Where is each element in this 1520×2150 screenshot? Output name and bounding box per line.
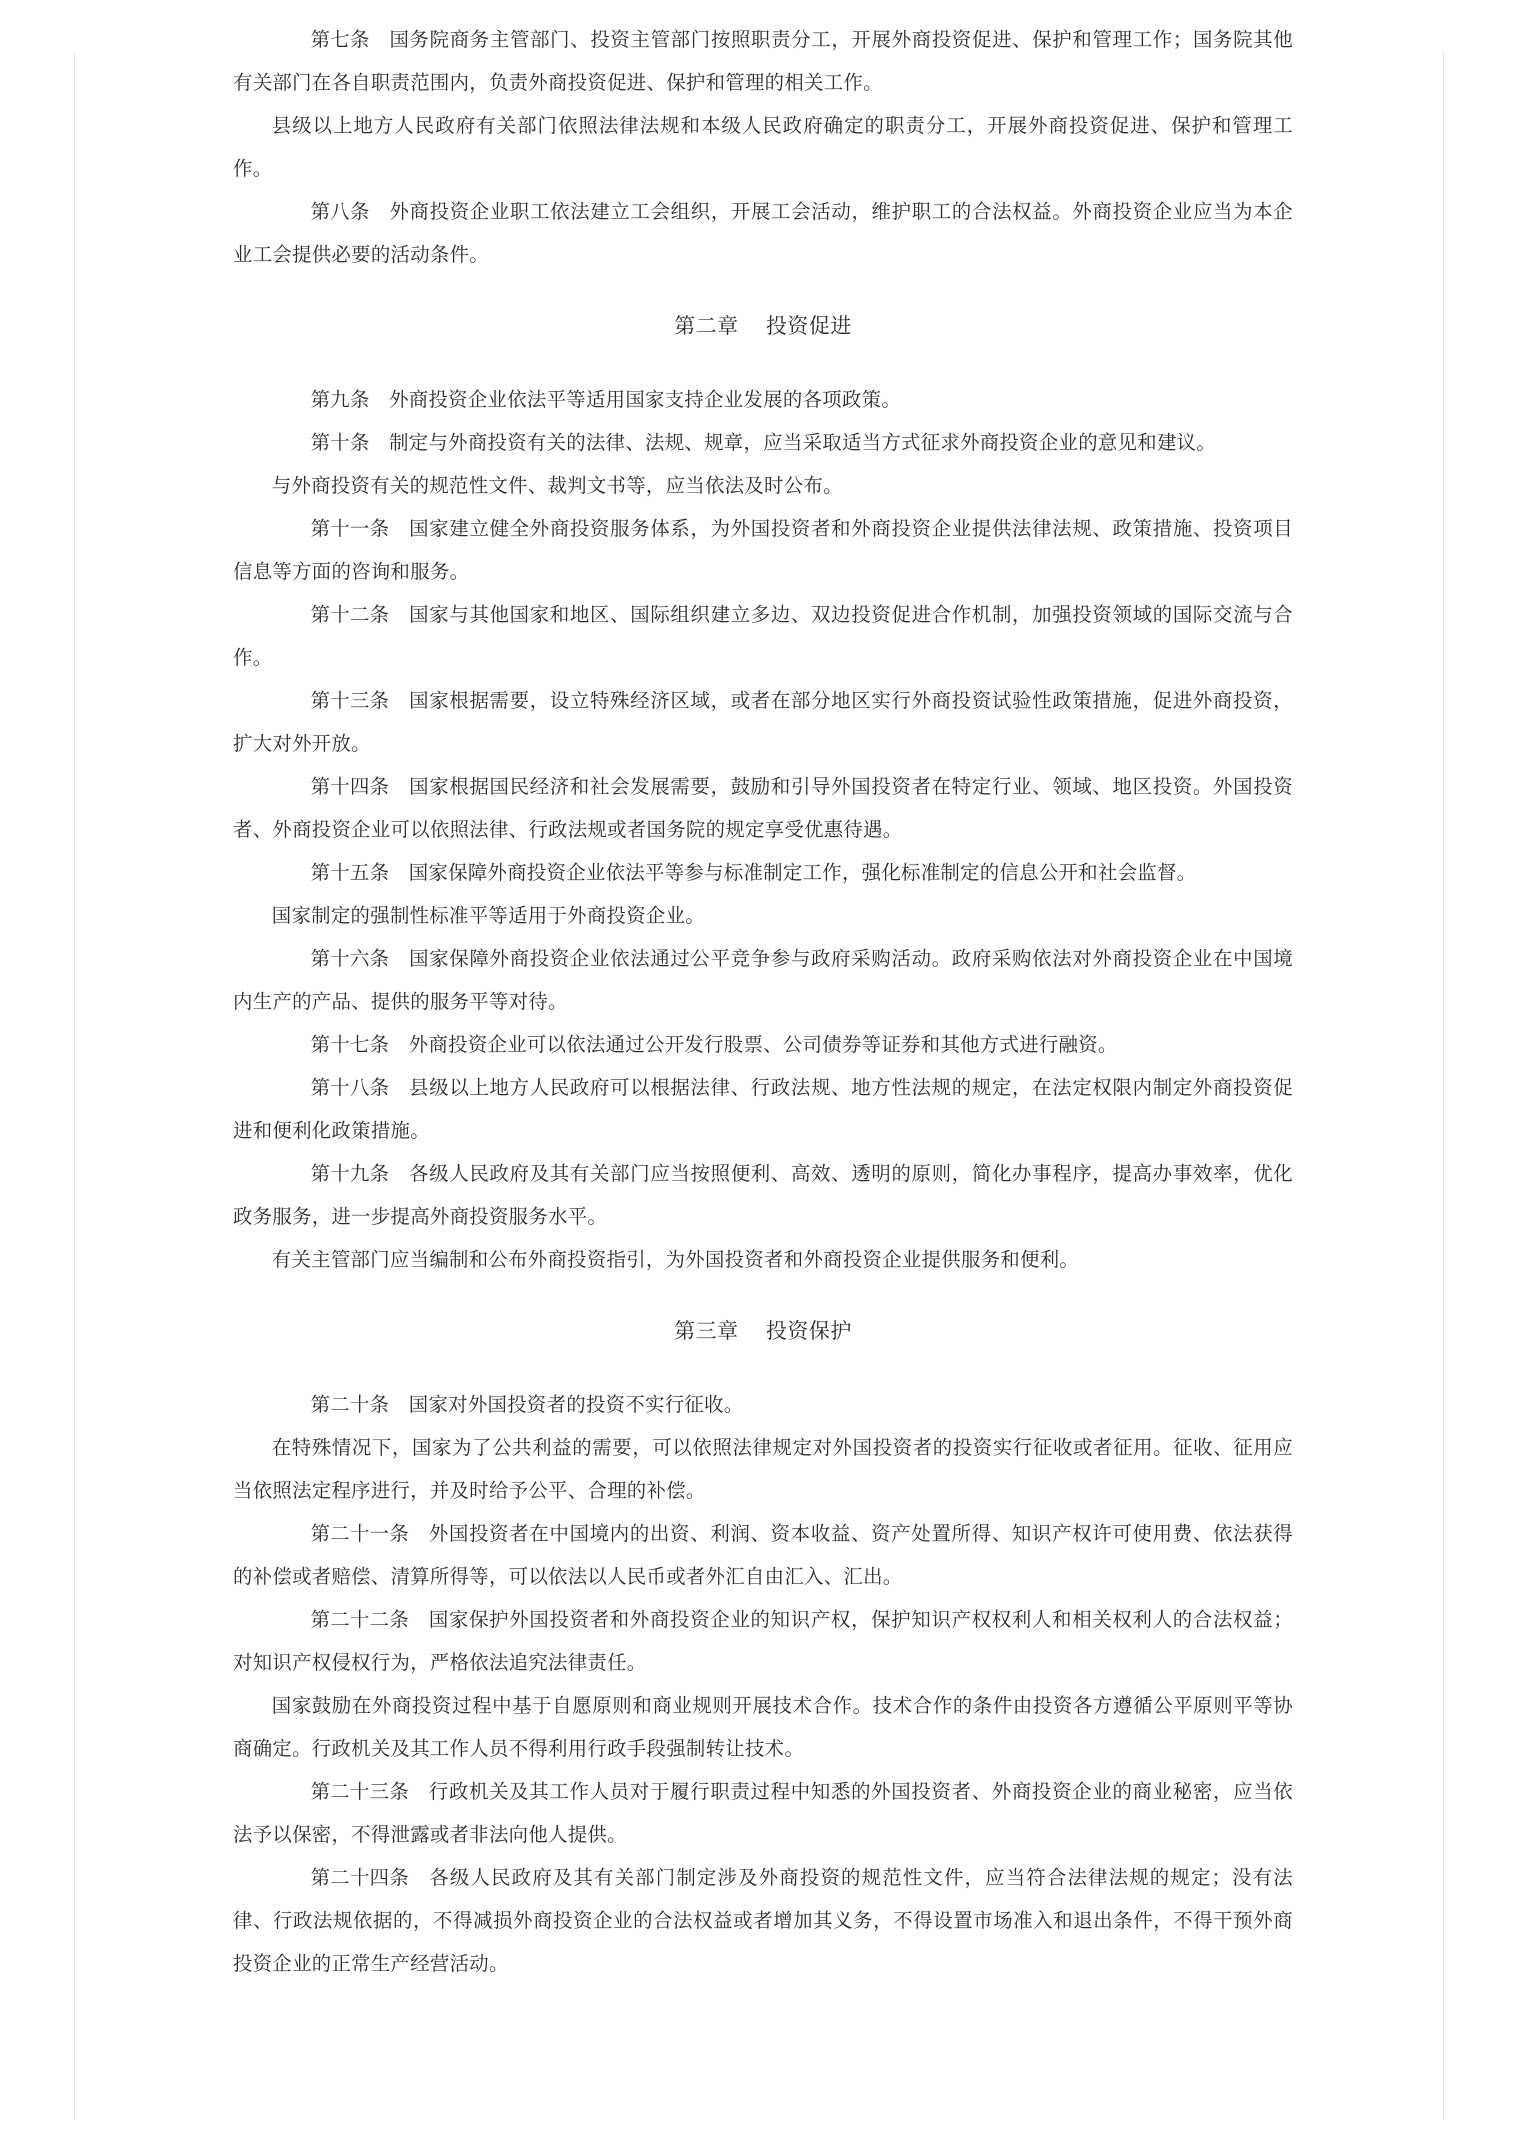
article-paragraph bbox=[233, 1770, 1293, 1856]
article-text: 县级以上地方人民政府可以根据法律、行政法规、地方性法规的规定，在法定权限内制定外商投资促进和便利化政策措施。 bbox=[233, 1076, 1293, 1142]
article-text: 国务院商务主管部门、投资主管部门按照职责分工，开展外商投资促进、保护和管理工作；国务院其他有关部门在各自职责范围内，负责外商投资促进、保护和管理的相关工作。 bbox=[233, 28, 1293, 94]
article-number: 第二十二条 bbox=[310, 1608, 410, 1631]
article-paragraph bbox=[233, 894, 1293, 937]
article-paragraph bbox=[233, 1598, 1293, 1684]
article-number: 第十条 bbox=[310, 431, 370, 454]
left-page-rule bbox=[74, 52, 75, 2120]
article-paragraph bbox=[233, 378, 1293, 421]
article-text: 国家保障外商投资企业依法平等参与标准制定工作，强化标准制定的信息公开和社会监督。 bbox=[408, 861, 1197, 884]
article-paragraph bbox=[233, 937, 1293, 1023]
article-paragraph bbox=[233, 679, 1293, 765]
article-paragraph bbox=[233, 1023, 1293, 1066]
document-page bbox=[233, 18, 1293, 1985]
article-number: 第十八条 bbox=[310, 1076, 390, 1099]
right-page-rule bbox=[1443, 52, 1444, 2120]
article-text: 国家与其他国家和地区、国际组织建立多边、双边投资促进合作机制，加强投资领域的国际交流与合作。 bbox=[233, 603, 1293, 669]
article-text: 县级以上地方人民政府有关部门依照法律法规和本级人民政府确定的职责分工，开展外商投资促进、保护和管理工作。 bbox=[233, 114, 1293, 180]
article-number: 第二十三条 bbox=[310, 1780, 410, 1803]
article-text: 外商投资企业职工依法建立工会组织，开展工会活动，维护职工的合法权益。外商投资企业应当为本企业工会提供必要的活动条件。 bbox=[233, 200, 1293, 266]
article-number: 第八条 bbox=[310, 200, 370, 223]
article-paragraph bbox=[233, 1238, 1293, 1281]
chapter-heading bbox=[233, 1311, 1293, 1351]
article-paragraph bbox=[233, 421, 1293, 464]
article-number: 第九条 bbox=[310, 388, 370, 411]
article-paragraph bbox=[233, 1066, 1293, 1152]
article-number: 第十四条 bbox=[310, 775, 390, 798]
article-paragraph bbox=[233, 1684, 1293, 1770]
article-paragraph bbox=[233, 593, 1293, 679]
article-text: 行政机关及其工作人员对于履行职责过程中知悉的外国投资者、外商投资企业的商业秘密，应当依法予以保密，不得泄露或者非法向他人提供。 bbox=[233, 1780, 1293, 1846]
article-text: 国家根据国民经济和社会发展需要，鼓励和引导外国投资者在特定行业、领域、地区投资。外国投资者、外商投资企业可以依照法律、行政法规或者国务院的规定享受优惠待遇。 bbox=[233, 775, 1293, 841]
article-paragraph bbox=[233, 1426, 1293, 1512]
article-text: 与外商投资有关的规范性文件、裁判文书等，应当依法及时公布。 bbox=[271, 474, 843, 497]
article-number: 第七条 bbox=[310, 28, 370, 51]
article-paragraph bbox=[233, 851, 1293, 894]
article-text: 外商投资企业可以依法通过公开发行股票、公司债券等证券和其他方式进行融资。 bbox=[408, 1033, 1118, 1056]
article-text: 国家鼓励在外商投资过程中基于自愿原则和商业规则开展技术合作。技术合作的条件由投资各方遵循公平原则平等协商确定。行政机关及其工作人员不得利用行政手段强制转让技术。 bbox=[233, 1694, 1293, 1760]
article-text: 国家制定的强制性标准平等适用于外商投资企业。 bbox=[271, 904, 705, 927]
article-paragraph bbox=[233, 104, 1293, 190]
article-text: 国家根据需要，设立特殊经济区域，或者在部分地区实行外商投资试验性政策措施，促进外商投资，扩大对外开放。 bbox=[233, 689, 1293, 755]
article-text: 外商投资企业依法平等适用国家支持企业发展的各项政策。 bbox=[389, 388, 902, 411]
article-text: 国家保障外商投资企业依法通过公平竞争参与政府采购活动。政府采购依法对外商投资企业在中国境内生产的产品、提供的服务平等对待。 bbox=[233, 947, 1293, 1013]
article-text: 制定与外商投资有关的法律、法规、规章，应当采取适当方式征求外商投资企业的意见和建议。 bbox=[389, 431, 1217, 454]
article-number: 第十二条 bbox=[310, 603, 390, 626]
article-number: 第十五条 bbox=[310, 861, 390, 884]
article-number: 第二十一条 bbox=[310, 1522, 410, 1545]
article-text: 国家对外国投资者的投资不实行征收。 bbox=[408, 1393, 744, 1416]
article-text: 各级人民政府及其有关部门制定涉及外商投资的规范性文件，应当符合法律法规的规定；没有法律、行政法规依据的，不得减损外商投资企业的合法权益或者增加其义务，不得设置市场准入和退出条件，不得干预外商投资企业的正常生产经营活动。 bbox=[233, 1866, 1293, 1975]
chapter-number: 第三章 bbox=[674, 1319, 739, 1343]
article-number: 第二十条 bbox=[310, 1393, 390, 1416]
chapter-number: 第二章 bbox=[674, 314, 739, 338]
article-paragraph bbox=[233, 507, 1293, 593]
article-paragraph bbox=[233, 1383, 1293, 1426]
article-number: 第二十四条 bbox=[310, 1866, 410, 1889]
article-number: 第十六条 bbox=[310, 947, 390, 970]
article-paragraph bbox=[233, 765, 1293, 851]
article-text: 有关主管部门应当编制和公布外商投资指引，为外国投资者和外商投资企业提供服务和便利。 bbox=[271, 1248, 1080, 1271]
article-text: 各级人民政府及其有关部门应当按照便利、高效、透明的原则，简化办事程序，提高办事效率，优化政务服务，进一步提高外商投资服务水平。 bbox=[233, 1162, 1293, 1228]
article-number: 第十一条 bbox=[310, 517, 390, 540]
article-paragraph bbox=[233, 190, 1293, 276]
article-text: 国家保护外国投资者和外商投资企业的知识产权，保护知识产权权利人和相关权利人的合法权益；对知识产权侵权行为，严格依法追究法律责任。 bbox=[233, 1608, 1293, 1674]
article-number: 第十三条 bbox=[310, 689, 390, 712]
article-number: 第十七条 bbox=[310, 1033, 390, 1056]
article-number: 第十九条 bbox=[310, 1162, 390, 1185]
article-text: 外国投资者在中国境内的出资、利润、资本收益、资产处置所得、知识产权许可使用费、依法获得的补偿或者赔偿、清算所得等，可以依法以人民币或者外汇自由汇入、汇出。 bbox=[233, 1522, 1293, 1588]
article-text: 国家建立健全外商投资服务体系，为外国投资者和外商投资企业提供法律法规、政策措施、投资项目信息等方面的咨询和服务。 bbox=[233, 517, 1293, 583]
article-paragraph bbox=[233, 1152, 1293, 1238]
article-paragraph bbox=[233, 464, 1293, 507]
article-paragraph bbox=[233, 18, 1293, 104]
article-text: 在特殊情况下，国家为了公共利益的需要，可以依照法律规定对外国投资者的投资实行征收或者征用。征收、征用应当依照法定程序进行，并及时给予公平、合理的补偿。 bbox=[233, 1436, 1293, 1502]
chapter-heading bbox=[233, 306, 1293, 346]
chapter-title: 投资保护 bbox=[765, 1319, 852, 1343]
article-paragraph bbox=[233, 1856, 1293, 1985]
article-paragraph bbox=[233, 1512, 1293, 1598]
chapter-title: 投资促进 bbox=[765, 314, 852, 338]
